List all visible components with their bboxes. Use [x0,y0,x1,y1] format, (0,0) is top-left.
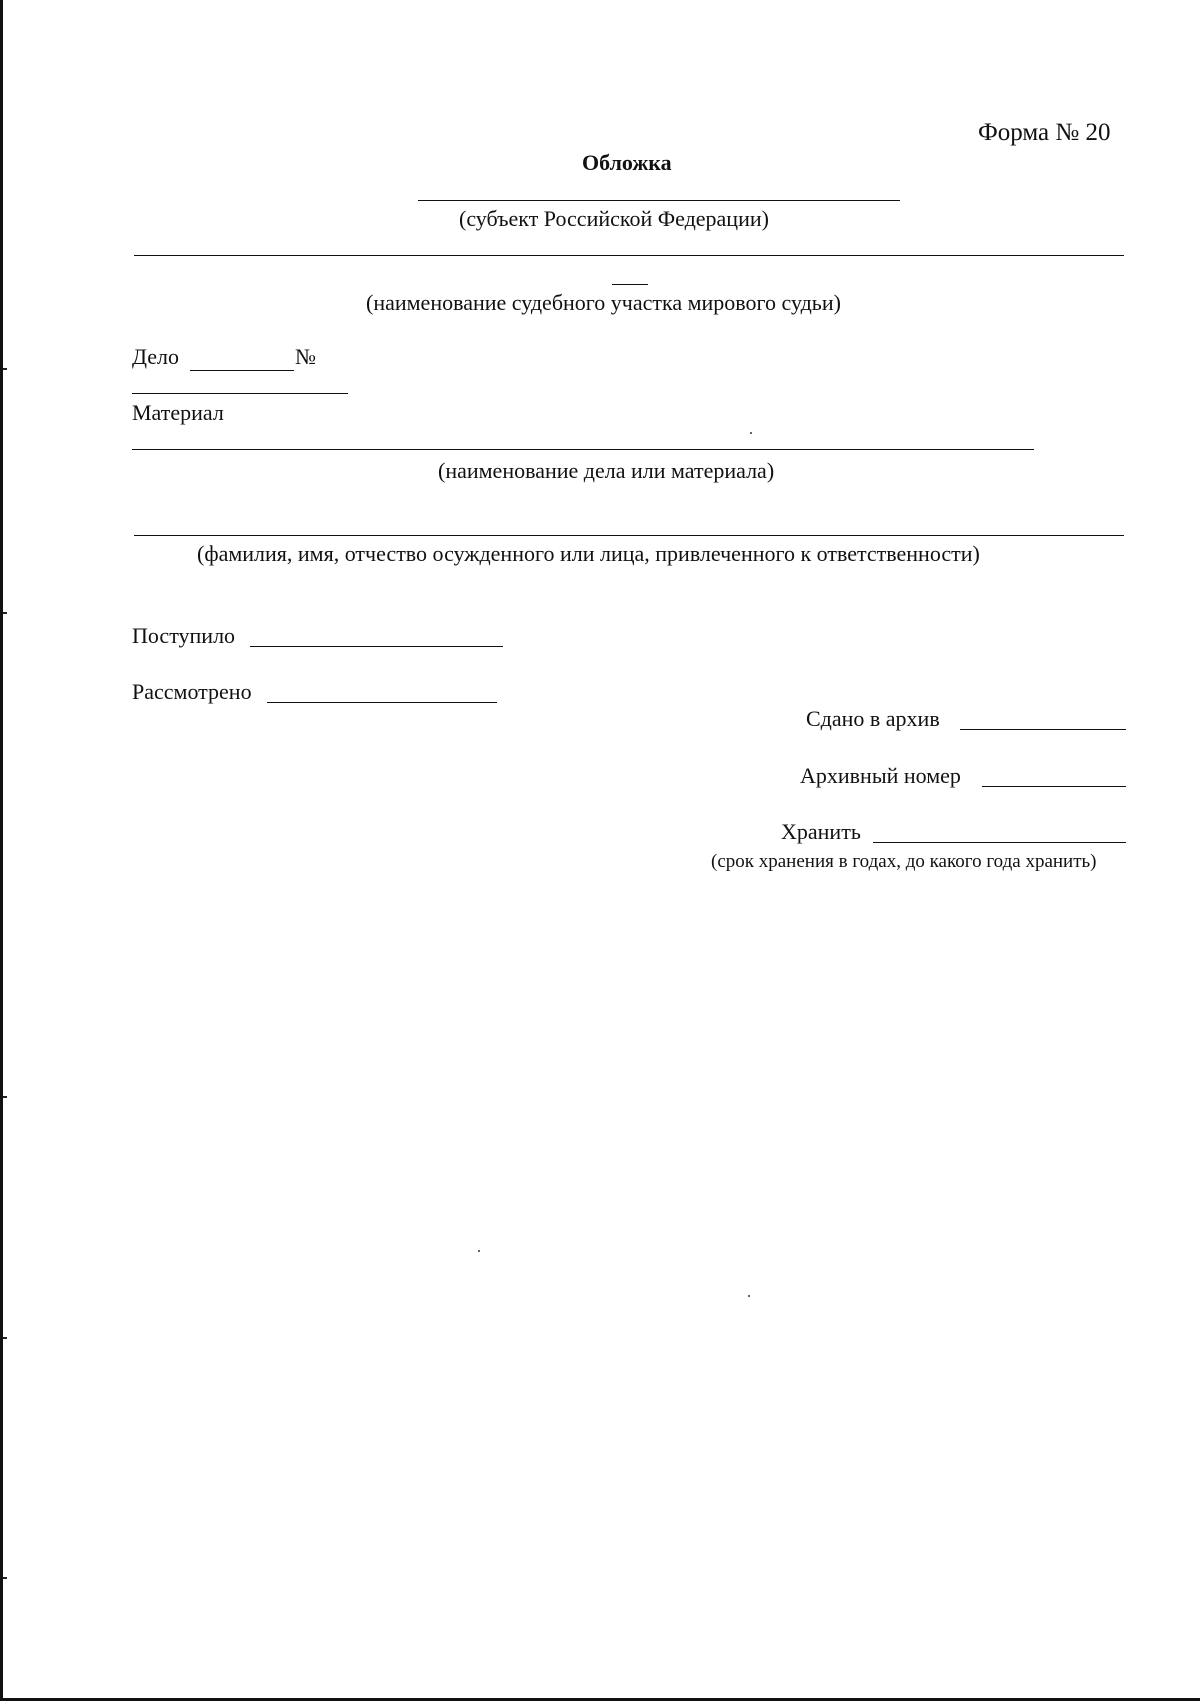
scan-tick [3,1337,7,1339]
reviewed-label: Рассмотрено [132,679,252,704]
number-sign: № [295,344,316,369]
case-name-field-line[interactable] [132,449,1034,450]
storage-caption: (срок хранения в годах, до какого года хранить) [711,851,1097,872]
scan-speck [750,432,752,434]
scan-tick [3,612,7,614]
person-field-line[interactable] [134,535,1124,536]
page-title: Обложка [582,150,672,175]
scan-speck [748,1295,750,1297]
form-number: Форма № 20 [978,119,1111,146]
received-label: Поступило [132,623,236,648]
case-label: Дело [132,344,180,369]
case-field-line[interactable] [190,370,294,371]
subject-field-line[interactable] [418,200,900,201]
scan-tick [3,1577,7,1579]
scan-edge-left [0,0,3,1701]
scan-tick [3,368,7,370]
archive-number-field-line[interactable] [982,786,1126,787]
court-caption: (наименование судебного участка мирового судьи) [366,290,841,315]
scan-tick [3,1096,7,1098]
scan-speck [478,1250,480,1252]
material-number-line[interactable] [132,393,348,394]
material-label: Материал [132,400,224,425]
received-field-line[interactable] [250,646,503,647]
subject-caption: (субъект Российской Федерации) [459,206,769,231]
archived-label: Сдано в архив [806,706,940,731]
archived-field-line[interactable] [960,729,1126,730]
keep-field-line[interactable] [873,842,1126,843]
keep-label: Хранить [781,819,861,844]
court-field-dash [612,284,648,285]
court-field-line[interactable] [134,255,1124,256]
person-caption: (фамилия, имя, отчество осужденного или лица, привлеченного к ответственности) [197,541,980,566]
archive-number-label: Архивный номер [800,763,961,788]
case-name-caption: (наименование дела или материала) [438,458,775,483]
reviewed-field-line[interactable] [267,702,497,703]
